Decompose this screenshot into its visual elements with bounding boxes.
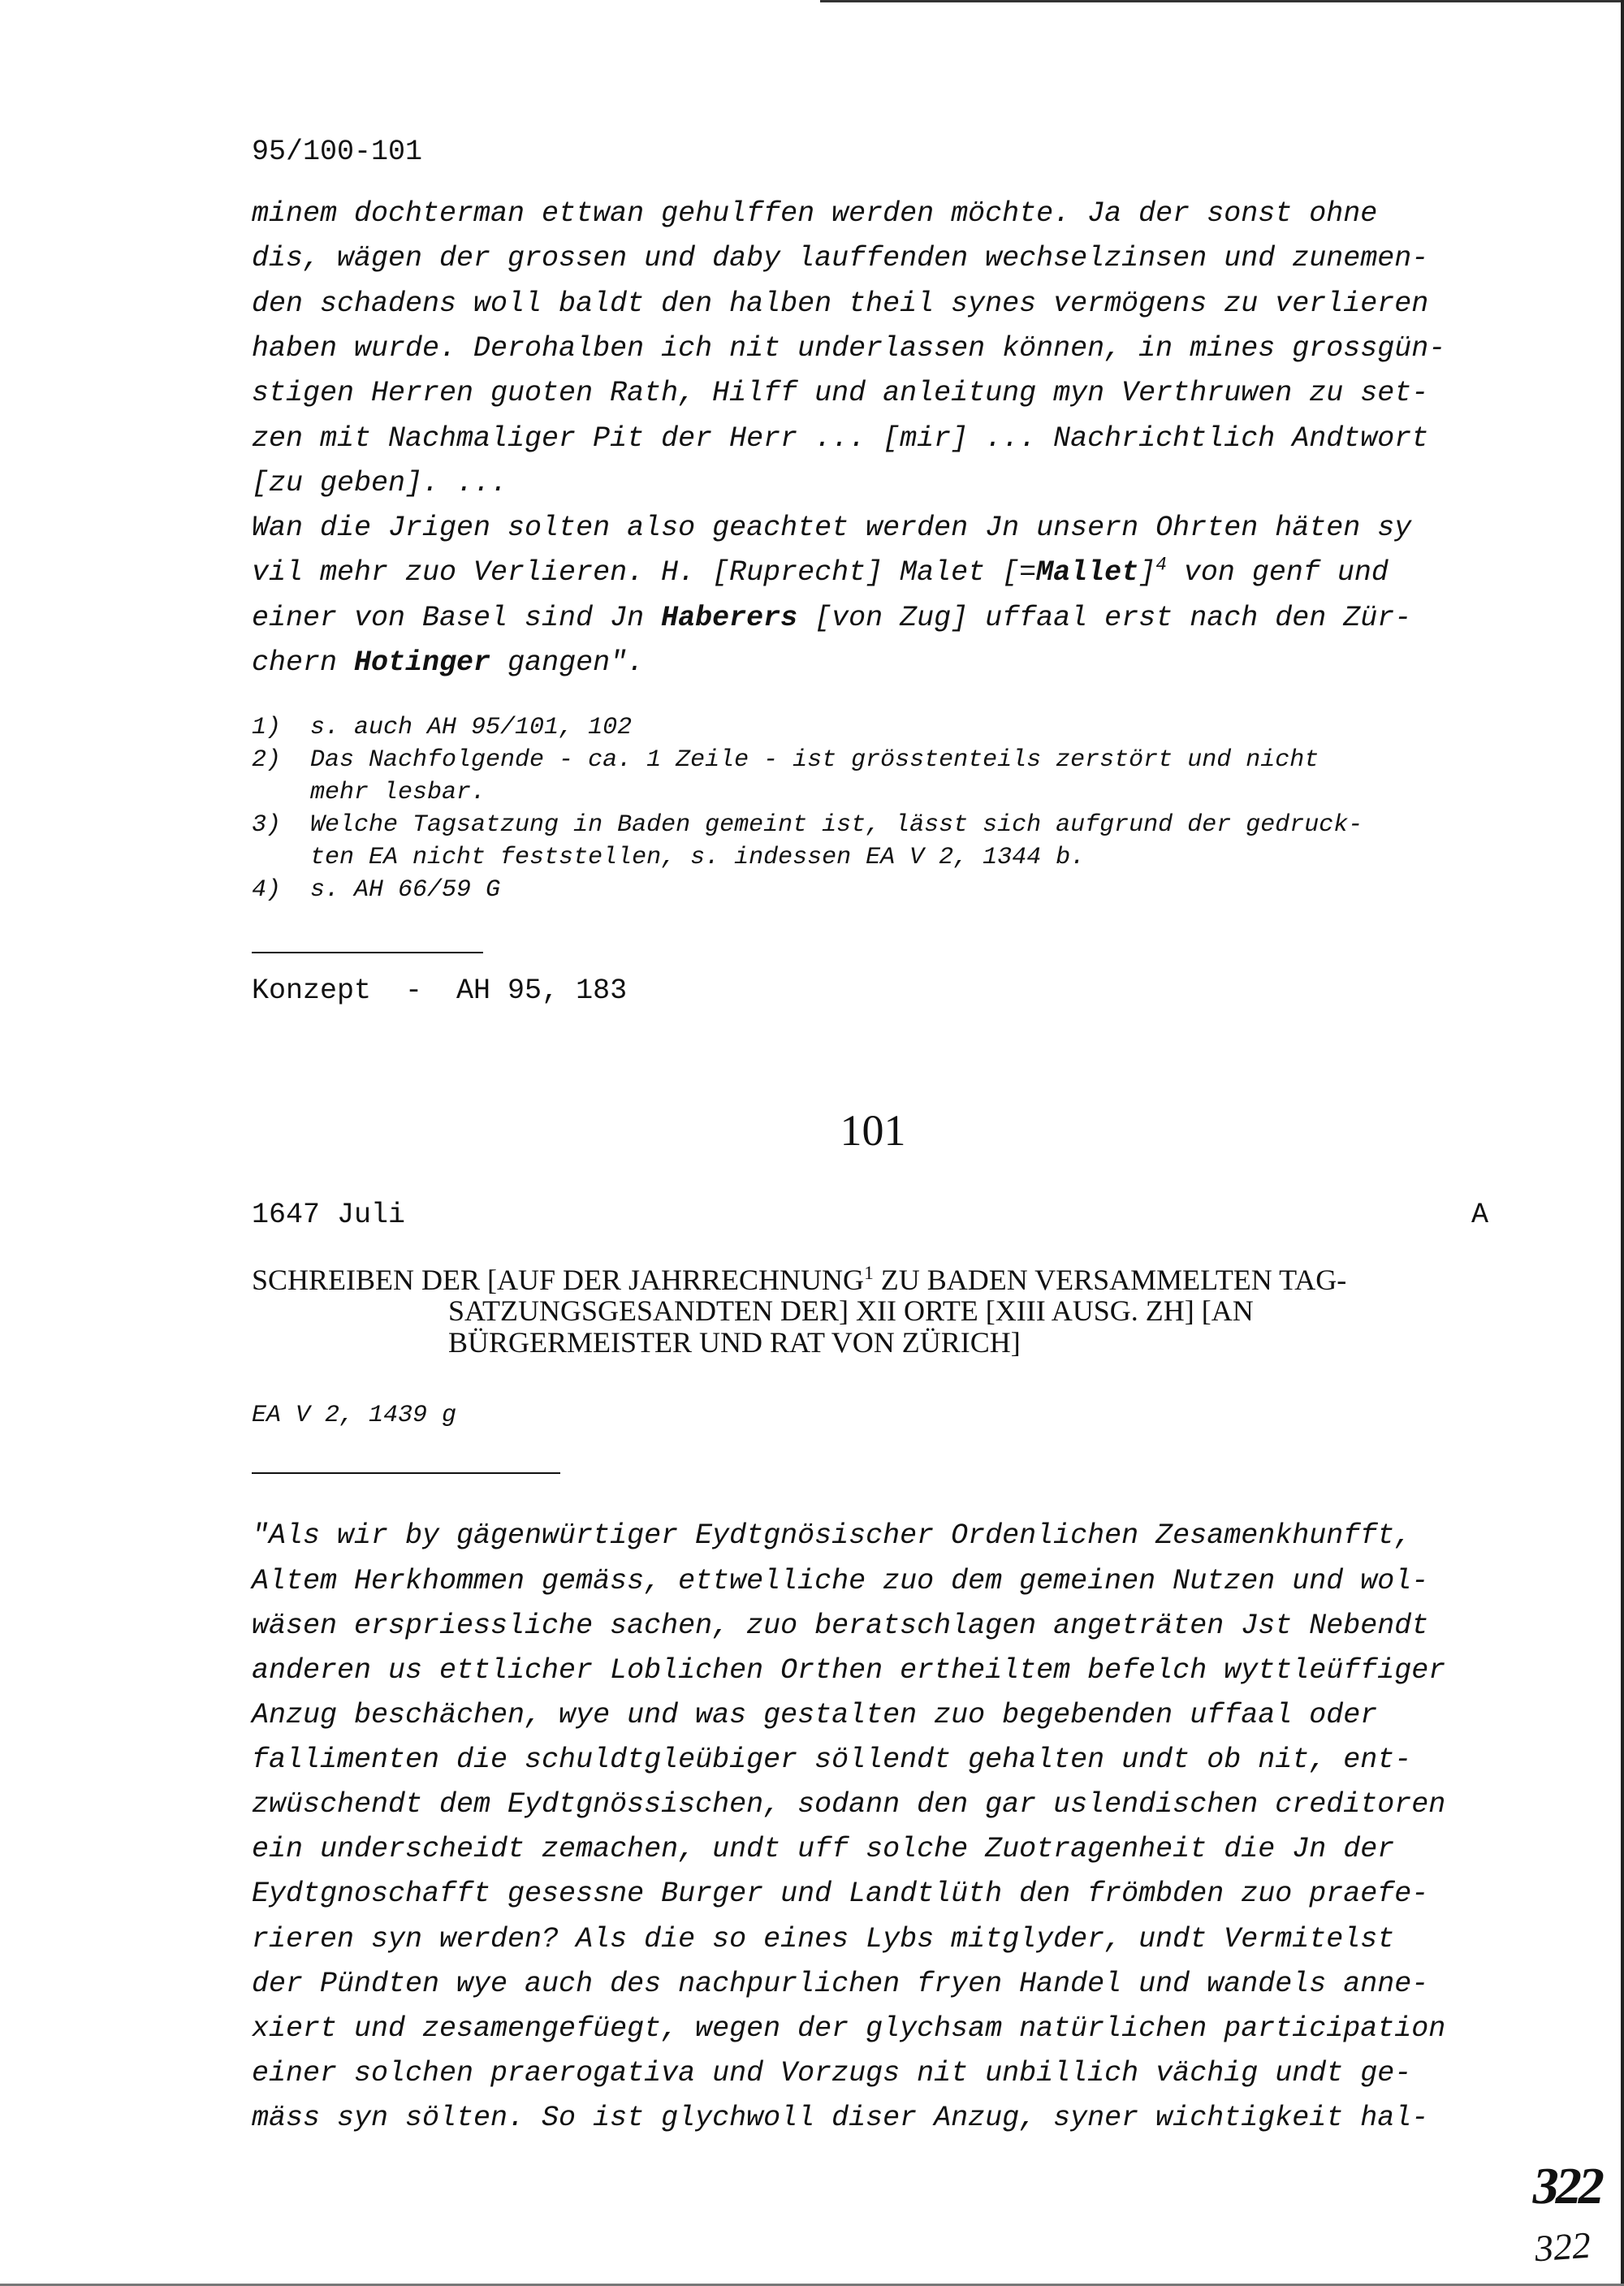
text-line: rieren syn werden? Als die so eines Lybs mitglyder, undt Vermitelst [252,1923,1395,1955]
edition-reference: EA V 2, 1439 g [252,1402,457,1429]
text-line: mäss syn sölten. So ist glychwoll diser Anzug, syner wichtigkeit hal- [252,2102,1429,2134]
document-date: 1647 Juli [252,1199,406,1231]
footnote: ten EA nicht feststellen, s. indessen EA V 2, 1344 b. [252,844,1086,871]
text-line: fallimenten die schuldtgleübiger söllendt gehalten undt ob nit, ent- [252,1744,1412,1776]
category-letter: A [1471,1199,1489,1231]
footnote: 2) Das Nachfolgende - ca. 1 Zeile - ist grösstenteils zerstört und nicht [252,746,1320,774]
divider [252,1472,560,1474]
text-line: haben wurde. Derohalben ich nit underlassen können, in mines grossgün- [252,332,1446,365]
text-line: minem dochterman ettwan gehulffen werden möchte. Ja der sonst ohne [252,197,1378,230]
text-line: ein underscheidt zemachen, undt uff solche Zuotragenheit die Jn der [252,1833,1395,1865]
footnote: 1) s. auch AH 95/101, 102 [252,714,633,741]
text-line: vil mehr zuo Verlieren. H. [Ruprecht] Malet [=Mallet]$^4$ von genf und [252,554,1389,589]
text-line: dis, wägen der grossen und daby lauffenden wechselzinsen und zunemen- [252,242,1429,274]
text-line: Eydtgnoschafft gesessne Burger und Landtlüth den frömbden zuo praefe- [252,1878,1429,1910]
text-line: anderen us ettlicher Loblichen Orthen ertheiltem befelch wyttleüffiger [252,1654,1446,1687]
heading-line: SATZUNGSGESANDTEN DER] XII ORTE [XIII AUSG. ZH] [AN [448,1294,1254,1327]
heading-line: BÜRGERMEISTER UND RAT VON ZÜRICH] [448,1326,1021,1359]
text-line: der Pündten wye auch des nachpurlichen fryen Handel und wandels anne- [252,1968,1429,2000]
stamped-page-number: 322 [1527,2157,1607,2215]
text-line: Altem Herkhommen gemäss, ettwelliche zuo dem gemeinen Nutzen und wol- [252,1565,1429,1597]
text-line: "Als wir by gägenwürtiger Eydtgnösischer Ordenlichen Zesamenkhunfft, [252,1519,1412,1552]
text-line: einer solchen praerogativa und Vorzugs nit unbillich vächig undt ge- [252,2057,1412,2089]
text-line: Wan die Jrigen solten also geachtet werden Jn unsern Ohrten häten sy [252,512,1412,544]
text-line: zen mit Nachmaliger Pit der Herr ... [mir] ... Nachrichtlich Andtwort [252,422,1429,455]
page-reference: 95/100-101 [252,136,423,168]
text-line: Anzug beschächen, wye und was gestalten zuo begebenden uffaal oder [252,1699,1378,1731]
text-line: wäsen erspriessliche sachen, zuo beratschlagen angeträten Jst Nebendt [252,1610,1429,1642]
text-line: [zu geben]. ... [252,467,508,499]
scan-edge-top [820,0,1624,2]
source-note: Konzept - AH 95, 183 [252,974,628,1007]
document-number: 101 [840,1106,906,1155]
text-line: den schadens woll baldt den halben theil synes vermögens zu verlieren [252,287,1429,320]
footnote: mehr lesbar. [252,779,486,806]
text-line: zwüschendt dem Eydtgnössischen, sodann den gar uslendischen creditoren [252,1788,1446,1821]
footnote: 3) Welche Tagsatzung in Baden gemeint ist, lässt sich aufgrund der gedruck- [252,811,1363,839]
divider [252,952,483,953]
handwritten-page-number: 322 [1533,2223,1592,2270]
footnote: 4) s. AH 66/59 G [252,876,501,904]
heading-line: SCHREIBEN DER [AUF DER JAHRRECHNUNG$^1$ ZU BADEN VERSAMMELTEN TAG- [252,1263,1347,1296]
text-line: stigen Herren guoten Rath, Hilff und anleitung myn Verthruwen zu set- [252,377,1429,409]
text-line: chern Hotinger gangen". [252,646,645,679]
text-line: einer von Basel sind Jn Haberers [von Zug] uffaal erst nach den Zür- [252,602,1412,634]
text-line: xiert und zesamengefüegt, wegen der glychsam natürlichen participation [252,2012,1446,2045]
